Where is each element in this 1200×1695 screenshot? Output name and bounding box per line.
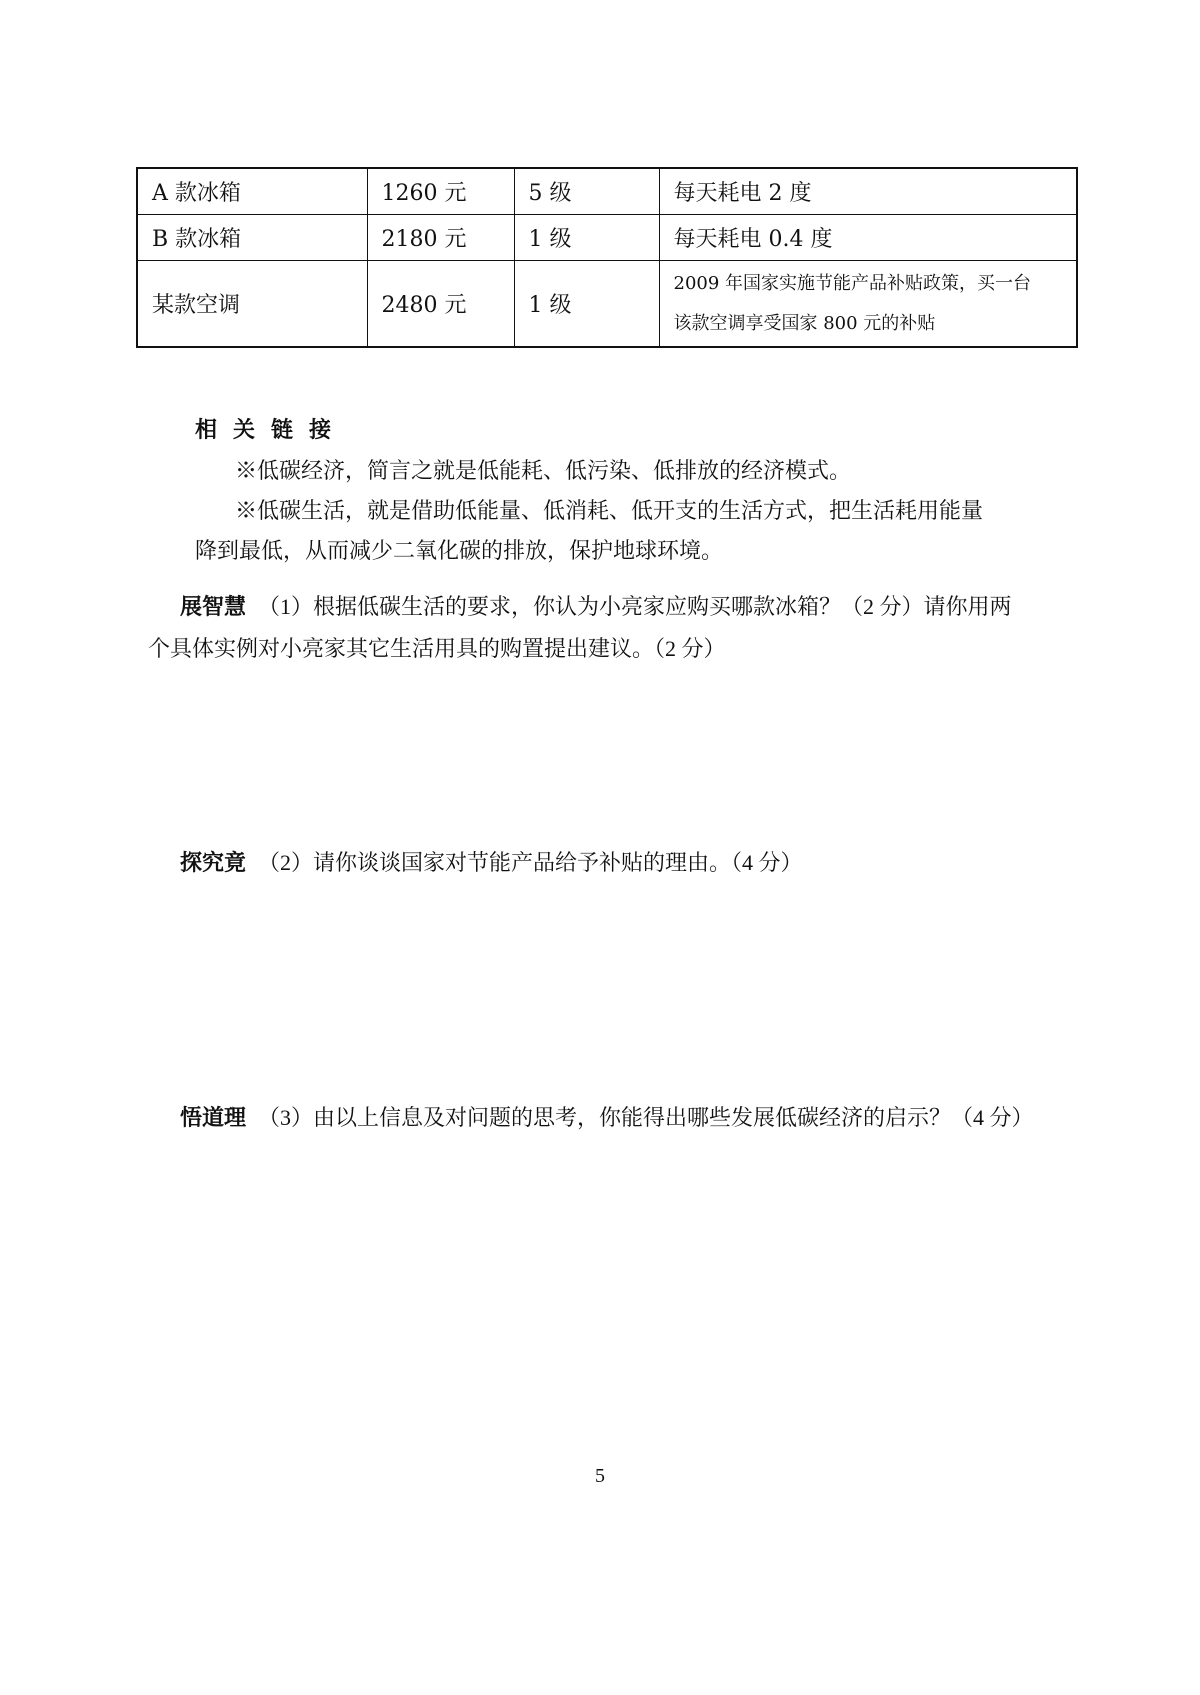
energy-level: 1 级 [514, 215, 659, 261]
question-2 [180, 842, 1080, 885]
product-price: 1260 元 [367, 168, 514, 215]
question-text: （3）由以上信息及对问题的思考，你能得出哪些发展低碳经济的启示？（4 分） [258, 1105, 1034, 1130]
product-name: A 款冰箱 [137, 168, 367, 215]
related-item-low-carbon-economy: ※低碳经济，简言之就是低能耗、低污染、低排放的经济模式。 [235, 459, 852, 484]
energy-level: 1 级 [514, 261, 659, 348]
product-note: 每天耗电 2 度 [659, 168, 1077, 215]
related-item-low-carbon-life-line1: ※低碳生活，就是借助低能量、低消耗、低开支的生活方式，把生活耗用能量 [235, 499, 984, 524]
energy-level: 5 级 [514, 168, 659, 215]
product-note [659, 261, 1077, 348]
question-1-continued: 个具体实例对小亮家其它生活用具的购置提出建议。（2 分） [148, 636, 726, 661]
related-links-heading: 相关链接 [195, 417, 348, 443]
question-label: 展智慧 [180, 595, 247, 620]
note-line-1: 2009 年国家实施节能产品补贴政策，买一台 [673, 272, 1032, 294]
question-text: （1）根据低碳生活的要求，你认为小亮家应购买哪款冰箱？（2 分）请你用两 [258, 594, 1012, 619]
table-row [137, 168, 1077, 215]
table-row [137, 215, 1077, 261]
question-text: （2）请你谈谈国家对节能产品给予补贴的理由。（4 分） [258, 850, 803, 875]
question-label: 悟道理 [180, 1106, 247, 1131]
product-price: 2180 元 [367, 215, 514, 261]
product-price: 2480 元 [367, 261, 514, 348]
question-1 [180, 586, 1080, 629]
product-table [136, 167, 1078, 348]
related-item-low-carbon-life-line2: 降到最低，从而减少二氧化碳的排放，保护地球环境。 [195, 539, 724, 564]
note-line-2: 该款空调享受国家 800 元的补贴 [673, 312, 936, 334]
question-label: 探究竟 [180, 851, 247, 876]
table-row [137, 261, 1077, 348]
product-note: 每天耗电 0.4 度 [659, 215, 1077, 261]
product-name: 某款空调 [137, 261, 367, 348]
page-number: 5 [595, 1465, 605, 1487]
product-name: B 款冰箱 [137, 215, 367, 261]
question-3 [180, 1097, 1080, 1140]
